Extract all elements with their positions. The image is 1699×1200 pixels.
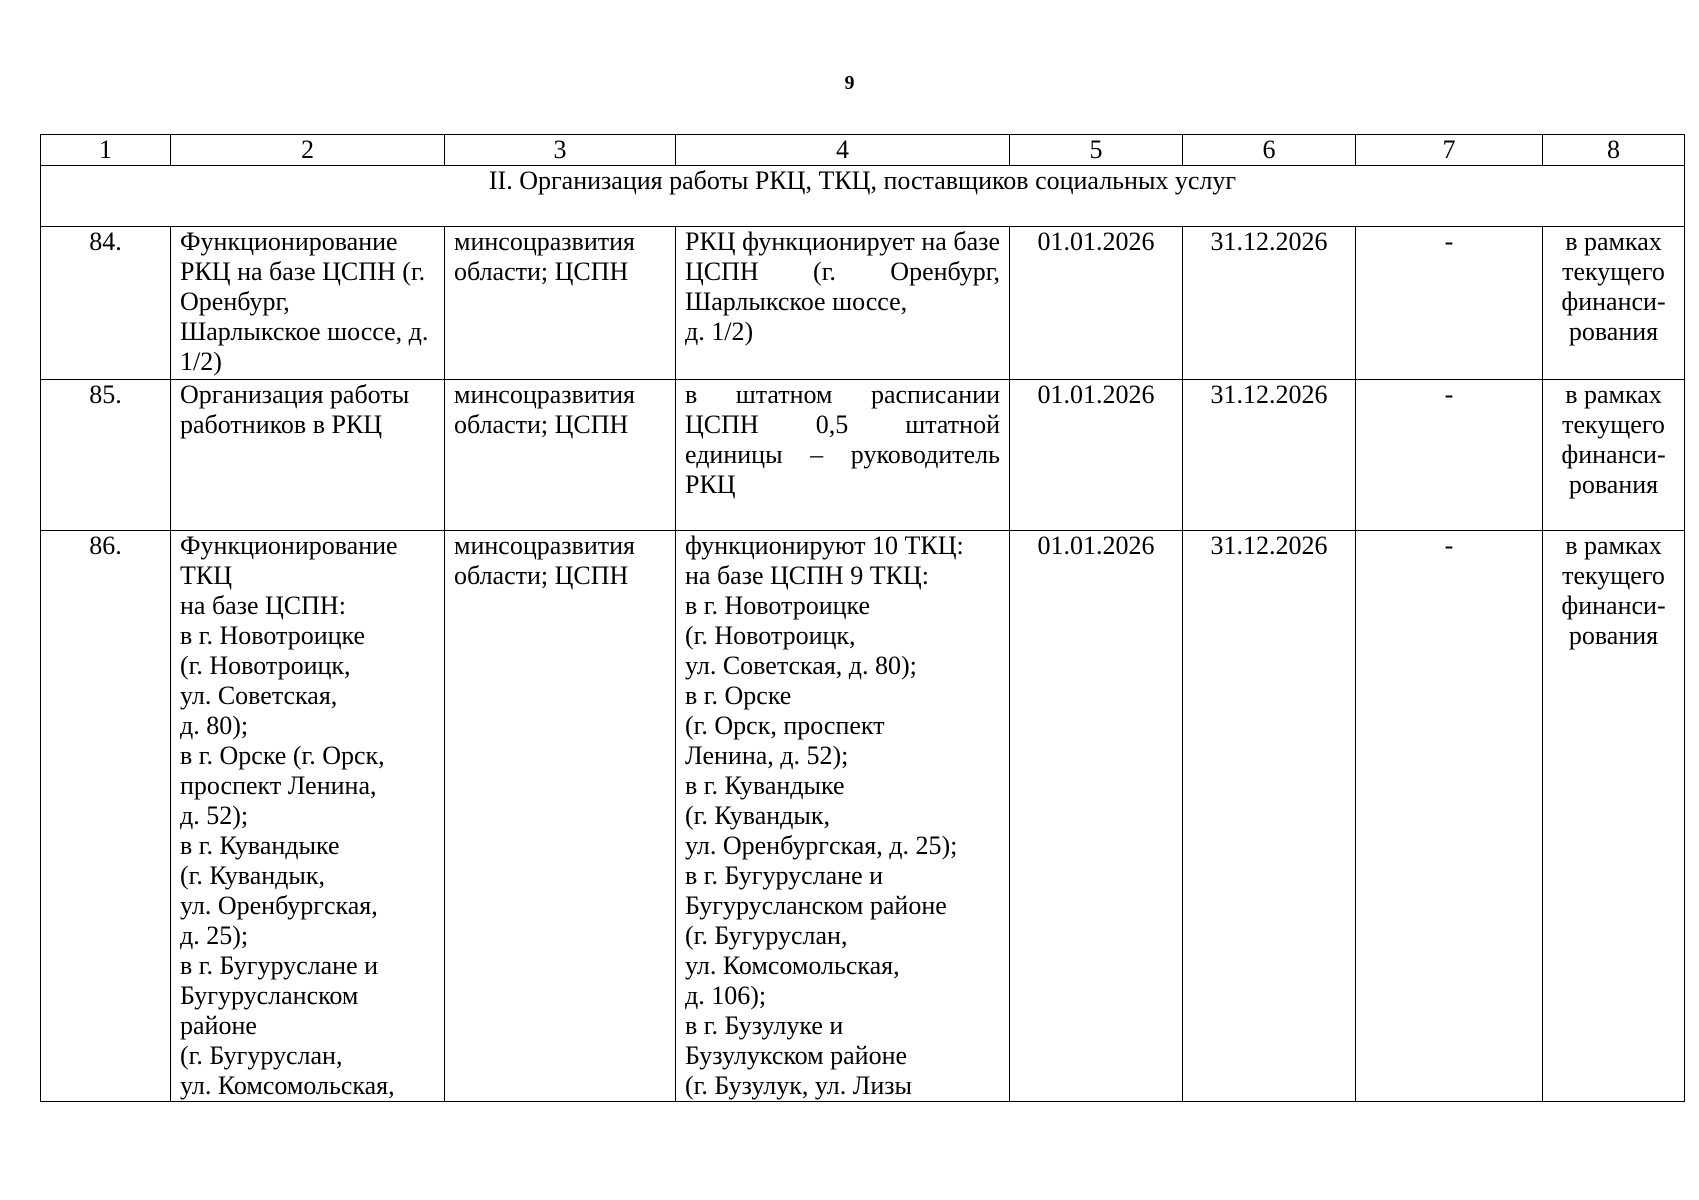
row-number: 84. [41,227,171,380]
column-7-cell: - [1356,531,1543,1102]
section-row [41,166,1685,227]
column-7-cell: - [1356,227,1543,380]
start-date-cell: 01.01.2026 [1010,380,1183,531]
column-number-cell: 6 [1183,135,1356,166]
executor-cell: минсоцразвития области; ЦСПН [445,380,676,531]
event-cell: Функционирование РКЦ на базе ЦСПН (г. Оренбург, Шарлыкское шоссе, д. 1/2) [171,227,445,380]
table-row [41,531,1685,1102]
result-cell: в штатном расписании ЦСПН 0,5 штатной единицы – руководитель РКЦ [676,380,1010,531]
result-cell: РКЦ функционирует на базе ЦСПН (г. Оренбург, Шарлыкское шоссе, д. 1/2) [676,227,1010,380]
event-cell: Организация работы работников в РКЦ [171,380,445,531]
end-date-cell: 31.12.2026 [1183,531,1356,1102]
plan-table [40,134,1685,1102]
financing-cell: в рамках текущего финанси-рования [1543,227,1685,380]
start-date-cell: 01.01.2026 [1010,227,1183,380]
table-row [41,380,1685,531]
column-number-row [41,135,1685,166]
column-number-cell: 3 [445,135,676,166]
table-row [41,227,1685,380]
column-number-cell: 7 [1356,135,1543,166]
column-number-cell: 5 [1010,135,1183,166]
column-number-cell: 1 [41,135,171,166]
end-date-cell: 31.12.2026 [1183,227,1356,380]
section-title: II. Организация работы РКЦ, ТКЦ, поставщиков социальных услуг [41,166,1685,227]
row-number: 86. [41,531,171,1102]
row-number: 85. [41,380,171,531]
column-number-cell: 4 [676,135,1010,166]
page-number: 9 [844,72,855,94]
column-7-cell: - [1356,380,1543,531]
end-date-cell: 31.12.2026 [1183,380,1356,531]
executor-cell: минсоцразвития области; ЦСПН [445,531,676,1102]
financing-cell: в рамках текущего финанси-рования [1543,380,1685,531]
result-cell: функционируют 10 ТКЦ: на базе ЦСПН 9 ТКЦ: в г. Новотроицке (г. Новотроицк, ул. Советская, д. 80); в г. Орске (г. Орск, проспект Ленина, д. 52); в г. Кувандыке (г. Кувандык, ул. Оренбургская, д. 25); в г. Бугуруслане и Бугурусланском районе (г. Бугуруслан, ул. Комсомольская, д. 106); в г. Бузулуке и Бузулукском районе (г. Бузулук, ул. Лизы [676,531,1010,1102]
start-date-cell: 01.01.2026 [1010,531,1183,1102]
executor-cell: минсоцразвития области; ЦСПН [445,227,676,380]
column-number-cell: 8 [1543,135,1685,166]
event-cell: Функционирование ТКЦ на базе ЦСПН: в г. Новотроицке (г. Новотроицк, ул. Советская, д. 80); в г. Орске (г. Орск, проспект Ленина, д. 52); в г. Кувандыке (г. Кувандык, ул. Оренбургская, д. 25); в г. Бугуруслане и Бугурусланском районе (г. Бугуруслан, ул. Комсомольская, [171,531,445,1102]
financing-cell: в рамках текущего финанси-рования [1543,531,1685,1102]
column-number-cell: 2 [171,135,445,166]
